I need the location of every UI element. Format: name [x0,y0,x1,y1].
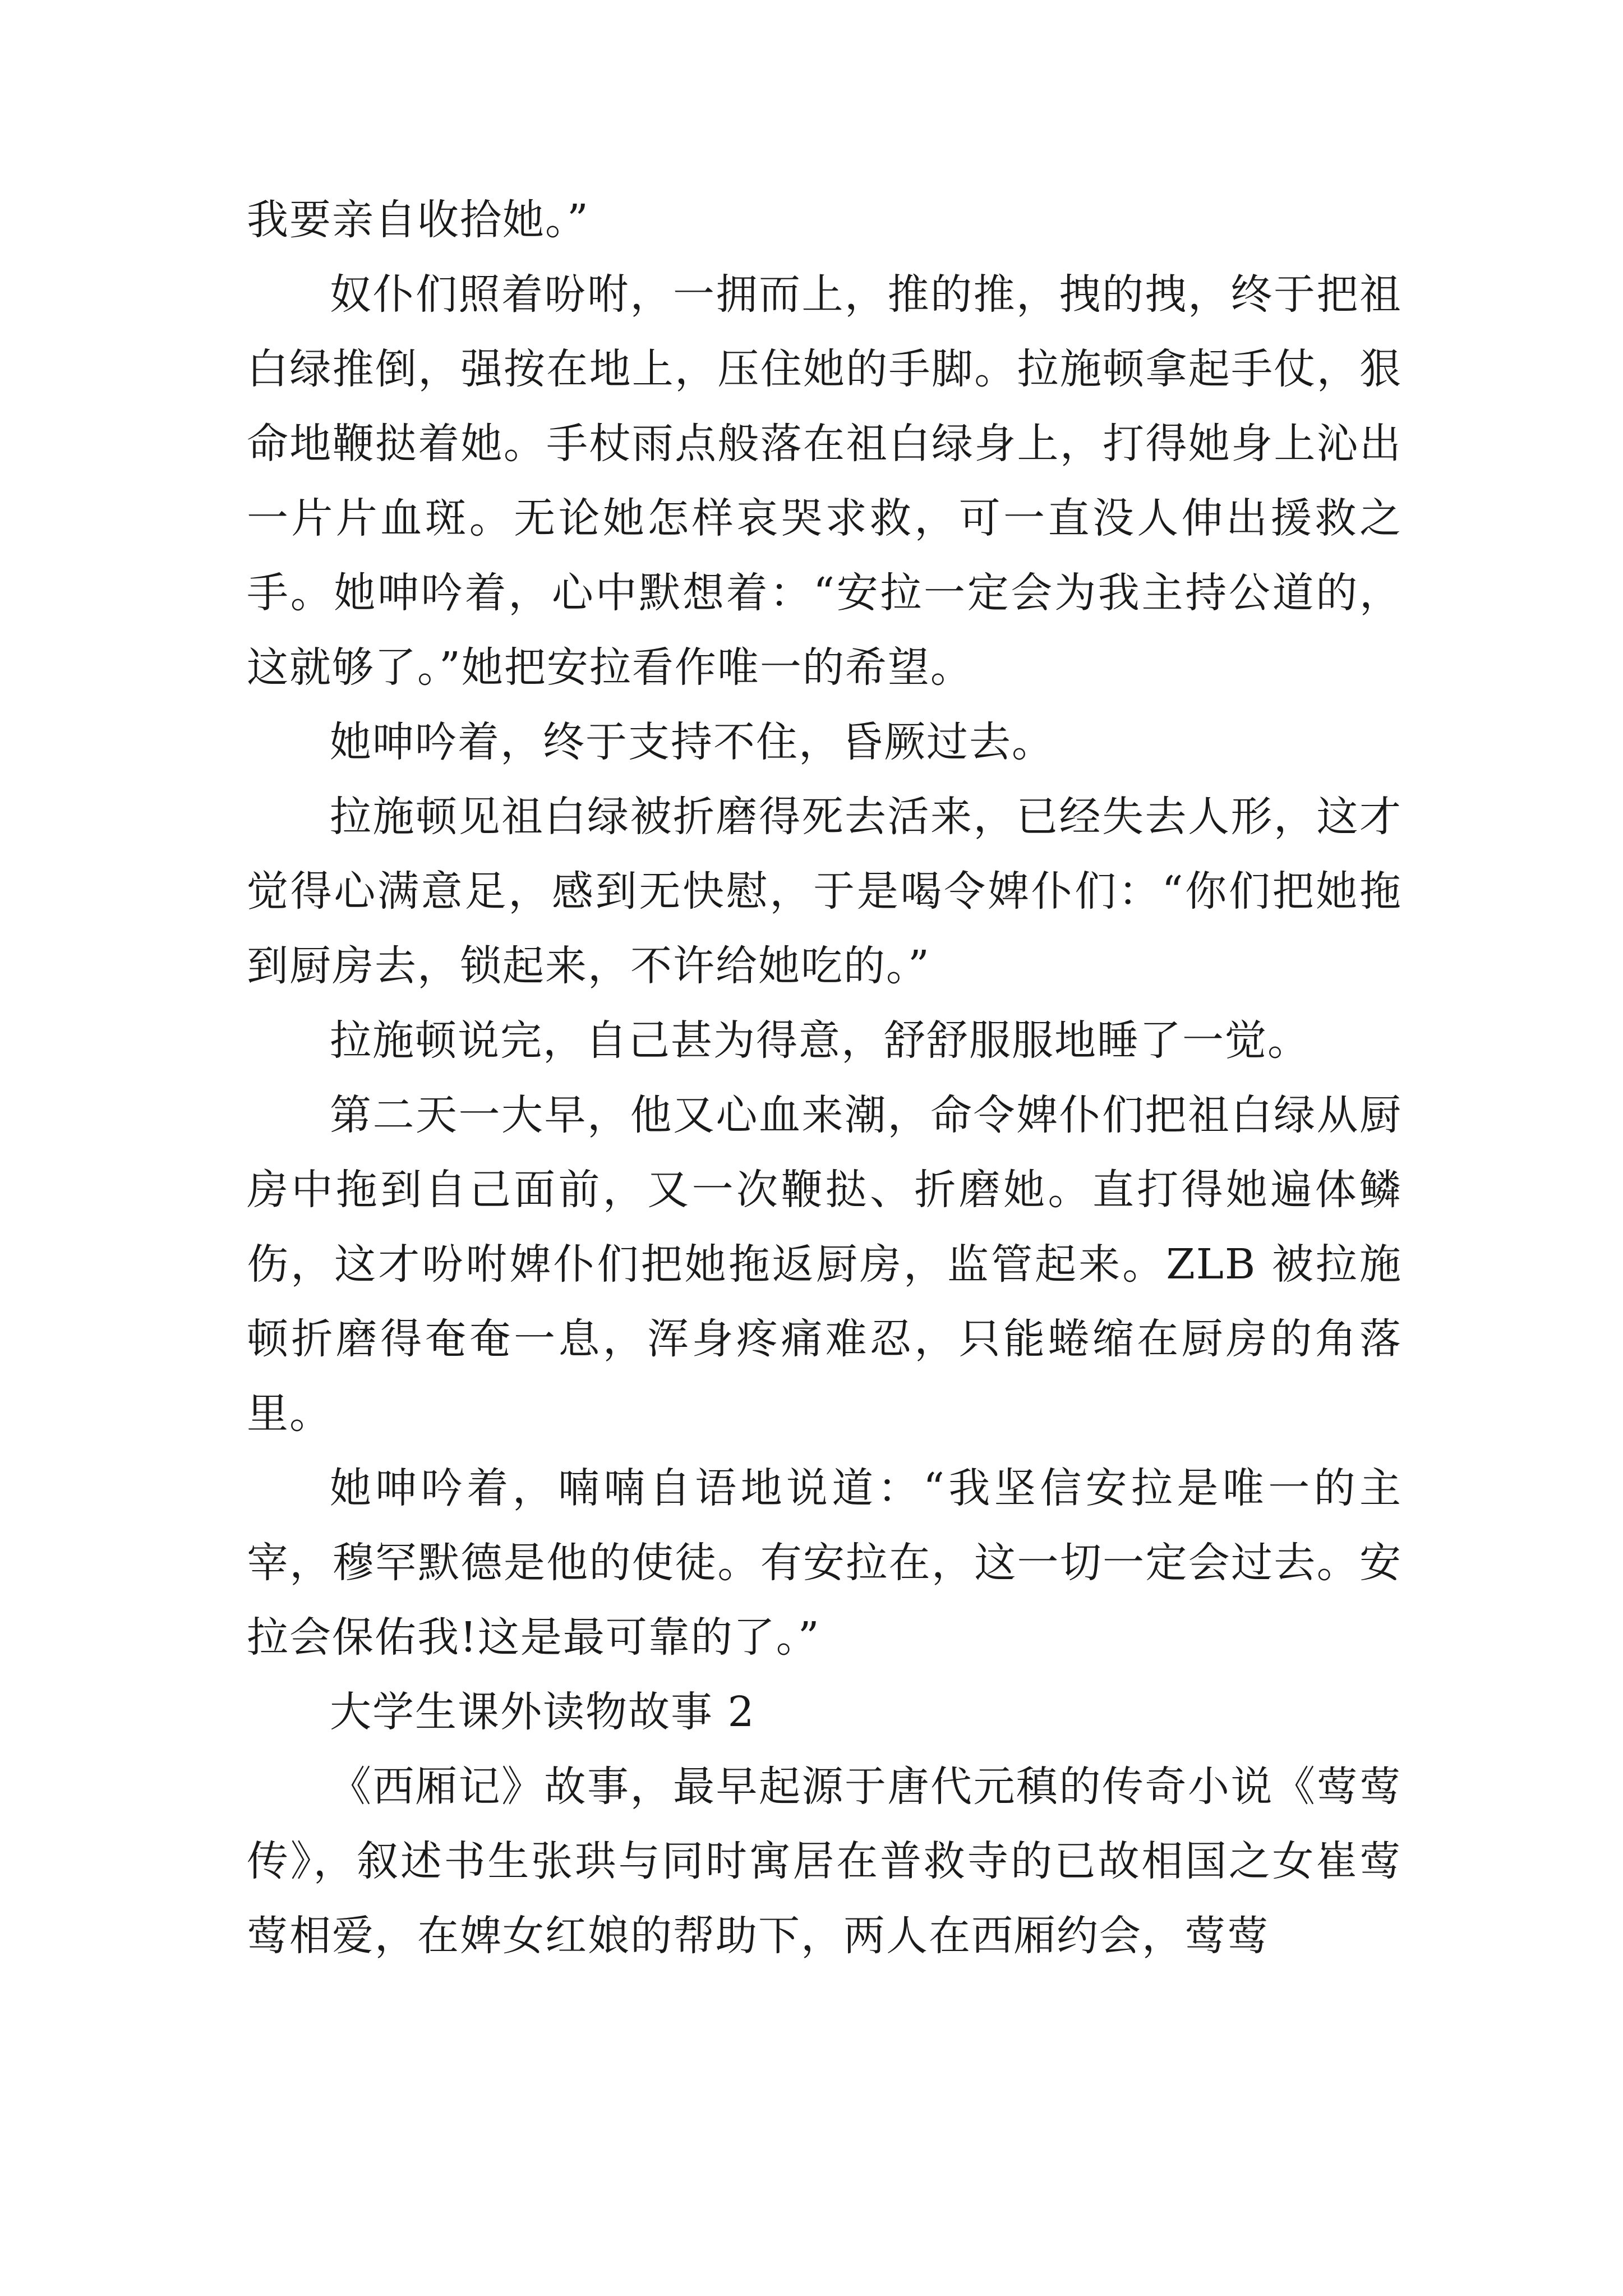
document-body [247,183,1402,1973]
paragraph: 拉施顿说完，自己甚为得意，舒舒服服地睡了一觉。 [330,1016,1310,1065]
paragraph: 第二天一大早，他又心血来潮，命令婢仆们把祖白绿从厨房中拖到自己面前，又一次鞭挞、折磨她。直打得她遍体鳞伤，这才吩咐婢仆们把她拖返厨房，监管起来。ZLB 被拉施顿折磨得奄奄一息，浑身疼痛难忍，只能蜷缩在厨房的角落里。 [247,1091,1402,1438]
paragraph-continuation: 我要亲自收拾她。” [247,196,589,244]
paragraph: 《西厢记》故事，最早起源于唐代元稹的传奇小说《莺莺传》，叙述书生张珙与同时寓居在普救寺的已故相国之女崔莺莺相爱，在婢女红娘的帮助下，两人在西厢约会，莺莺 [247,1763,1402,1960]
section-heading: 大学生课外读物故事 2 [330,1688,755,1736]
paragraph: 奴仆们照着吩咐，一拥而上，推的推，拽的拽，终于把祖白绿推倒，强按在地上，压住她的手脚。拉施顿拿起手仗，狠命地鞭挞着她。手杖雨点般落在祖白绿身上，打得她身上沁出一片片血斑。无论她怎样哀哭求救，可一直没人伸出援救之手。她呻吟着，心中默想着：“安拉一定会为我主持公道的，这就够了。”她把安拉看作唯一的希望。 [247,270,1402,692]
paragraph: 拉施顿见祖白绿被折磨得死去活来，已经失去人形，这才觉得心满意足，感到无快慰，于是喝令婢仆们：“你们把她拖到厨房去，锁起来，不许给她吃的。” [247,793,1402,990]
paragraph: 她呻吟着，终于支持不住，昏厥过去。 [330,718,1054,766]
paragraph: 她呻吟着，喃喃自语地说道：“我坚信安拉是唯一的主宰，穆罕默德是他的使徒。有安拉在，这一切一定会过去。安拉会保佑我!这是最可靠的了。” [247,1464,1402,1662]
